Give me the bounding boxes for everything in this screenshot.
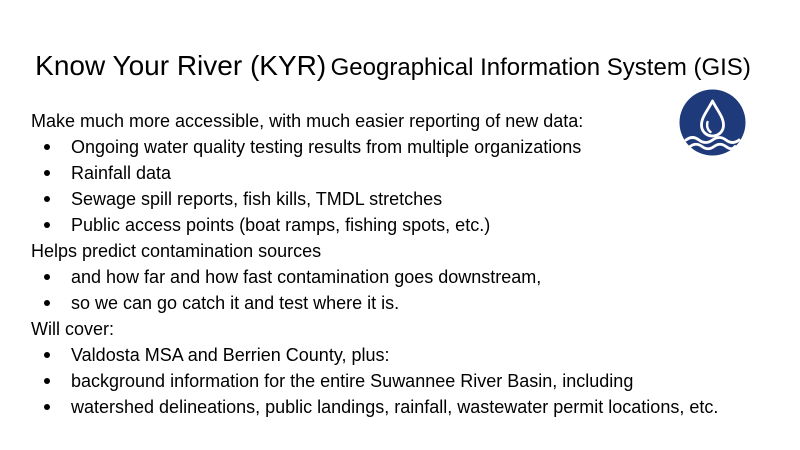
slide-title (0, 49, 786, 88)
bullet-item: and how far and how fast contamination goes downstream, (31, 264, 771, 290)
slide-content (31, 108, 771, 420)
section-heading: Helps predict contamination sources (31, 241, 322, 261)
bullet-item: so we can go catch it and test where it is. (31, 290, 771, 316)
bullet-item: watershed delineations, public landings, rainfall, wastewater permit locations, etc. (31, 394, 771, 420)
bullet-item: Valdosta MSA and Berrien County, plus: (31, 342, 771, 368)
bullet-item: Rainfall data (31, 160, 771, 186)
bullet-item: background information for the entire Suwannee River Basin, including (31, 368, 771, 394)
bullet-item: Sewage spill reports, fish kills, TMDL stretches (31, 186, 771, 212)
title-sub: Geographical Information System (GIS) (330, 54, 751, 81)
section-heading: Make much more accessible, with much easier reporting of new data: (31, 111, 584, 131)
bullet-item: Public access points (boat ramps, fishing spots, etc.) (31, 212, 771, 238)
title-main: Know Your River (KYR) (35, 50, 327, 81)
section-heading: Will cover: (31, 319, 115, 339)
bullet-item: Ongoing water quality testing results from multiple organizations (31, 134, 771, 160)
